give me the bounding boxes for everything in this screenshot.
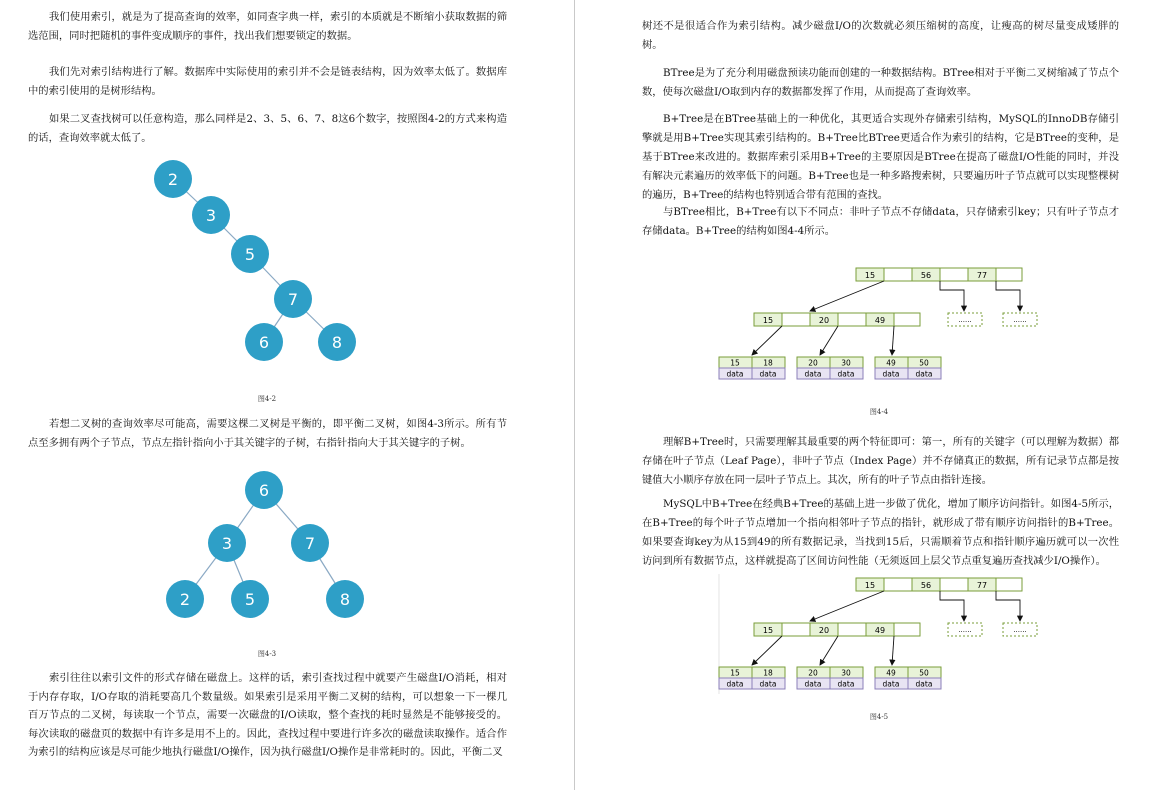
svg-text:3: 3 (221, 534, 233, 553)
ellipsis-node (948, 313, 982, 326)
svg-text:49: 49 (874, 626, 886, 635)
svg-text:data: data (759, 679, 777, 689)
svg-text:20: 20 (808, 358, 818, 368)
figure-4-5-bplus-tree-with-leaf-pointers (716, 570, 1056, 698)
svg-text:56: 56 (920, 581, 932, 590)
svg-text:data: data (882, 679, 900, 689)
paragraph: 我们先对索引结构进行了解。数据库中实际使用的索引并不会是链表结构，因为效率太低了。数据库中的索引使用的是树形结构。 (28, 66, 507, 97)
svg-text:30: 30 (841, 668, 851, 678)
figure-caption: 图4-5 (869, 713, 889, 721)
internal-node (754, 623, 920, 636)
svg-text:50: 50 (919, 358, 929, 368)
svg-text:18: 18 (763, 668, 773, 678)
paragraph: 如果二叉查找树可以任意构造，那么同样是2、3、5、6、7、8这6个数字，按照图4-2的方式来构造的话，查询效率就太低了。 (28, 113, 507, 144)
svg-text:8: 8 (331, 333, 343, 352)
leaf-node (719, 667, 785, 689)
svg-text:50: 50 (919, 668, 929, 678)
left-page (0, 0, 574, 790)
ellipsis-node (948, 623, 982, 636)
svg-text:49: 49 (874, 316, 886, 325)
tree-node (245, 471, 283, 509)
paragraph: 若想二叉树的查询效率尽可能高，需要这棵二叉树是平衡的，即平衡二叉树，如图4-3所示。所有节点至多拥有两个子节点，节点左指针指向小于其关键字的子树，右指针指向大于其关键字的子树。 (28, 418, 507, 449)
svg-text:15: 15 (730, 668, 740, 678)
svg-text:77: 77 (976, 581, 988, 590)
paragraph: 索引往往以索引文件的形式存储在磁盘上。这样的话，索引查找过程中就要产生磁盘I/O消耗，相对于内存存取，I/O存取的消耗要高几个数量级。如果索引是采用平衡二叉树的结构，可以想象一下一棵几百万节点的二叉树，每读取一个节点，需要一次磁盘的I/O读取，整个查找的耗时显然是不能够接受的。每次读取的磁盘页的数据中有许多是用不上的。因此，查找过程中要进行许多次的磁盘读取操作。适合作为索引的结构应该是尽可能少地执行磁盘I/O操作，因为执行磁盘I/O操作是非常耗时的。因此，平衡二叉 (28, 672, 507, 759)
leaf-node (719, 357, 785, 379)
svg-text:2: 2 (167, 170, 179, 189)
figure-caption: 图4-3 (257, 650, 277, 658)
leaf-node (875, 357, 941, 379)
tree-node (231, 580, 269, 618)
leaf-node (797, 357, 863, 379)
tree-node (291, 524, 329, 562)
paragraph: MySQL中B+Tree在经典B+Tree的基础上进一步做了优化，增加了顺序访问指针。如图4-5所示，在B+Tree的每个叶子节点增加一个指向相邻叶子节点的指针，就形成了带有顺序访问指针的B+Tree。如果要查询key为从15到49的所有数据记录，当找到15后，只需顺着节点和指针顺序遍历就可以一次性访问到所有数据节点，这样就提高了区间访问性能（无须返回上层父节点重复遍历查找减少I/O操作）。 (642, 498, 1119, 567)
paragraph: 我们使用索引，就是为了提高查询的效率，如同查字典一样，索引的本质就是不断缩小获取数据的筛选范围，同时把随机的事件变成顺序的事件，找出我们想要锁定的数据。 (28, 11, 507, 42)
svg-text:5: 5 (244, 245, 256, 264)
ellipsis-node (1003, 623, 1037, 636)
leaf-node (875, 667, 941, 689)
root-node (856, 578, 1022, 591)
internal-node (754, 313, 920, 326)
svg-text:......: ...... (958, 316, 972, 324)
figure-caption: 图4-4 (869, 408, 889, 416)
tree-node (274, 280, 312, 318)
figure-4-2-unbalanced-tree (140, 152, 380, 374)
paragraph: 理解B+Tree时，只需要理解其最重要的两个特征即可：第一，所有的关键字（可以理解为数据）都存储在叶子节点（Leaf Page），非叶子节点（Index Page）并不存储真正的数据，所有记录节点都是按键值大小顺序存放在同一层叶子节点上。其次，所有的叶子节点由指针连接。 (642, 436, 1119, 486)
svg-text:data: data (915, 369, 933, 379)
svg-text:2: 2 (179, 590, 191, 609)
svg-text:18: 18 (763, 358, 773, 368)
svg-text:data: data (837, 679, 855, 689)
figure-4-4-bplus-tree (716, 260, 1056, 388)
svg-text:15: 15 (762, 316, 774, 325)
svg-text:data: data (804, 679, 822, 689)
svg-text:6: 6 (258, 481, 270, 500)
svg-text:30: 30 (841, 358, 851, 368)
tree-node (208, 524, 246, 562)
leaf-node (797, 667, 863, 689)
svg-text:......: ...... (1013, 626, 1027, 634)
tree-node (154, 160, 192, 198)
svg-text:20: 20 (808, 668, 818, 678)
tree-node (318, 323, 356, 361)
svg-text:56: 56 (920, 271, 932, 280)
svg-text:15: 15 (730, 358, 740, 368)
svg-text:8: 8 (339, 590, 351, 609)
svg-text:6: 6 (258, 333, 270, 352)
paragraph: 树还不是很适合作为索引结构。减少磁盘I/O的次数就必须压缩树的高度，让瘦高的树尽量变成矮胖的树。 (642, 20, 1119, 51)
svg-text:15: 15 (864, 271, 876, 280)
svg-text:15: 15 (864, 581, 876, 590)
figure-4-3-balanced-tree (140, 468, 390, 618)
tree-node (231, 235, 269, 273)
tree-node (192, 196, 230, 234)
svg-text:data: data (804, 369, 822, 379)
svg-text:7: 7 (304, 534, 316, 553)
paragraph: B+Tree是在BTree基础上的一种优化，其更适合实现外存储索引结构，MySQL的InnoDB存储引擎就是用B+Tree实现其索引结构的。B+Tree比BTree更适合作为索引的结构，它是BTree的变种，是基于BTree来改进的。数据库索引采用B+Tree的主要原因是BTree在提高了磁盘I/O性能的同时，并没有解决元素遍历的效率低下的问题。B+Tree也是一种多路搜索树，只要遍历叶子节点就可以实现整棵树的遍历，B+Tree的结构也特别适合带有范围的查找。 (642, 113, 1119, 201)
svg-text:data: data (837, 369, 855, 379)
svg-text:data: data (726, 369, 744, 379)
svg-text:20: 20 (818, 316, 830, 325)
root-node (856, 268, 1022, 281)
svg-text:20: 20 (818, 626, 830, 635)
svg-text:......: ...... (958, 626, 972, 634)
page-divider (574, 0, 575, 790)
svg-text:15: 15 (762, 626, 774, 635)
svg-text:49: 49 (886, 358, 896, 368)
svg-text:49: 49 (886, 668, 896, 678)
svg-text:3: 3 (205, 206, 217, 225)
svg-text:data: data (915, 679, 933, 689)
paragraph: BTree是为了充分利用磁盘预读功能而创建的一种数据结构。BTree相对于平衡二叉树缩减了节点个数，使每次磁盘I/O取到内存的数据都发挥了作用，从而提高了查询效率。 (642, 67, 1119, 98)
svg-text:data: data (759, 369, 777, 379)
svg-text:5: 5 (244, 590, 256, 609)
svg-text:77: 77 (976, 271, 988, 280)
svg-text:data: data (882, 369, 900, 379)
tree-node (245, 323, 283, 361)
svg-text:data: data (726, 679, 744, 689)
figure-caption: 图4-2 (257, 395, 277, 403)
svg-text:......: ...... (1013, 316, 1027, 324)
svg-text:7: 7 (287, 290, 299, 309)
paragraph: 与BTree相比，B+Tree有以下不同点：非叶子节点不存储data，只存储索引key；只有叶子节点才存储data。B+Tree的结构如图4-4所示。 (642, 206, 1119, 237)
ellipsis-node (1003, 313, 1037, 326)
tree-node (166, 580, 204, 618)
tree-node (326, 580, 364, 618)
right-page (576, 0, 1149, 790)
